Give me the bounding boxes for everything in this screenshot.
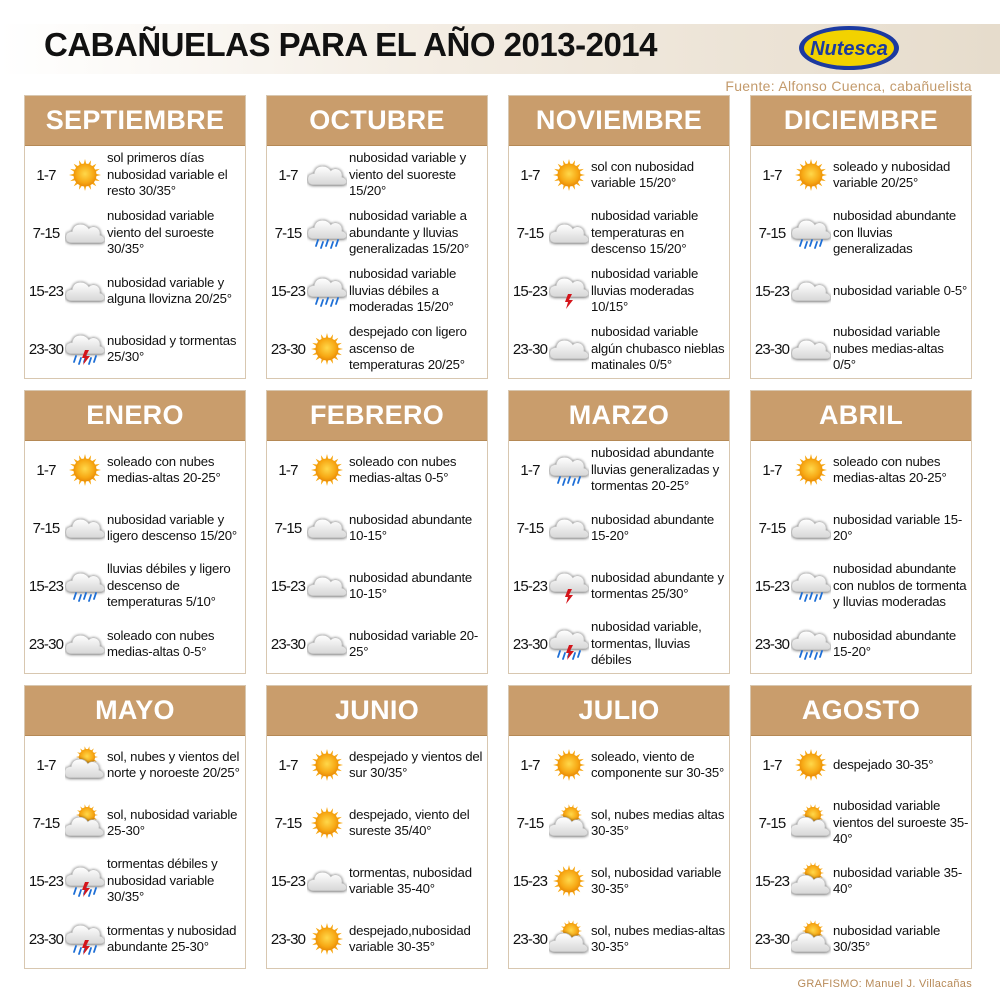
month-header: [267, 391, 487, 441]
forecast-text: nubosidad variable y alguna llovizna 20/25°: [107, 274, 232, 306]
forecast-text: nubosidad abundante 10-15°: [349, 569, 473, 601]
period-row: [509, 852, 729, 910]
period-label: 23-30: [512, 635, 548, 653]
forecast-text: lluvias débiles y ligero descenso de temperaturas 5/10°: [107, 561, 231, 610]
period-row: [267, 736, 487, 794]
forecast-text: soleado con nubes medias-altas 0-5°: [107, 627, 215, 659]
period-row: [25, 499, 245, 557]
month-card: [24, 685, 246, 969]
period-row: [751, 615, 971, 673]
period-label: 23-30: [28, 930, 64, 948]
sun-icon: [307, 329, 347, 369]
cloud-icon: [65, 624, 105, 664]
period-label: 23-30: [512, 930, 548, 948]
period-label: 7-15: [274, 814, 302, 832]
storm-rain-icon: [65, 329, 105, 369]
forecast-text: despejado,nubosidad variable 30-35°: [349, 922, 471, 954]
sun-icon: [307, 919, 347, 959]
month-header: [25, 686, 245, 736]
month-name: ENERO: [86, 400, 184, 430]
period-row: [267, 146, 487, 204]
month-header: [25, 391, 245, 441]
sun-icon: [549, 155, 589, 195]
month-name: AGOSTO: [801, 695, 921, 725]
forecast-text: tormentas y nubosidad abundante 25-30°: [107, 922, 237, 954]
period-row: [751, 794, 971, 852]
forecast-text: nubosidad abundante 15-20°: [833, 627, 957, 659]
period-list: [751, 441, 971, 673]
month-card: [508, 390, 730, 674]
period-label: 7-15: [758, 814, 786, 832]
period-row: [509, 320, 729, 378]
period-row: [267, 794, 487, 852]
sun-icon: [791, 745, 831, 785]
cloud-icon: [307, 508, 347, 548]
sun-cloud-icon: [791, 861, 831, 901]
forecast-text: nubosidad variable algún chubasco nieblas matinales 0/5°: [591, 324, 725, 373]
period-label: 15-23: [512, 282, 548, 300]
forecast-text: sol, nubes medias-altas 30-35°: [591, 922, 725, 954]
month-card: [750, 390, 972, 674]
month-card: [266, 95, 488, 379]
cloud-icon: [549, 213, 589, 253]
forecast-text: tormentas débiles y nubosidad variable 30/35°: [107, 856, 218, 905]
cloud-icon: [791, 271, 831, 311]
forecast-text: nubosidad abundante 10-15°: [349, 511, 473, 543]
storm-rain-icon: [549, 624, 589, 664]
period-row: [267, 499, 487, 557]
sun-icon: [791, 450, 831, 490]
month-name: MARZO: [568, 400, 670, 430]
sun-icon: [307, 450, 347, 490]
period-label: 15-23: [28, 872, 64, 890]
rain-icon: [549, 450, 589, 490]
rain-icon: [307, 271, 347, 311]
period-row: [267, 852, 487, 910]
period-row: [25, 794, 245, 852]
period-row: [509, 204, 729, 262]
month-card: [750, 95, 972, 379]
period-row: [25, 204, 245, 262]
period-label: 23-30: [270, 635, 306, 653]
period-row: [25, 615, 245, 673]
sun-icon: [549, 861, 589, 901]
period-row: [751, 146, 971, 204]
period-label: 1-7: [36, 166, 56, 184]
cloud-icon: [307, 566, 347, 606]
month-name: JULIO: [578, 695, 660, 725]
period-row: [25, 441, 245, 499]
period-label: 23-30: [270, 930, 306, 948]
period-row: [267, 320, 487, 378]
period-label: 1-7: [762, 461, 782, 479]
forecast-text: sol, nubes y vientos del norte y noroeste 20/25°: [107, 748, 240, 780]
period-row: [267, 557, 487, 615]
sun-icon: [791, 155, 831, 195]
period-label: 7-15: [758, 224, 786, 242]
period-list: [509, 146, 729, 378]
forecast-text: nubosidad variable, tormentas, lluvias débiles: [591, 619, 702, 668]
period-label: 7-15: [32, 224, 60, 242]
period-list: [509, 736, 729, 968]
month-header: [267, 686, 487, 736]
cloud-icon: [307, 861, 347, 901]
page-header: [0, 0, 1000, 94]
forecast-text: soleado con nubes medias-altas 20-25°: [833, 453, 947, 485]
period-row: [25, 262, 245, 320]
period-label: 23-30: [512, 340, 548, 358]
period-label: 7-15: [274, 519, 302, 537]
period-row: [25, 910, 245, 968]
period-row: [509, 910, 729, 968]
month-header: [267, 96, 487, 146]
forecast-text: despejado, viento del sureste 35/40°: [349, 806, 470, 838]
period-row: [509, 794, 729, 852]
period-label: 1-7: [762, 756, 782, 774]
period-row: [25, 320, 245, 378]
month-name: OCTUBRE: [309, 105, 445, 135]
month-header: [509, 391, 729, 441]
period-row: [267, 910, 487, 968]
sun-cloud-icon: [65, 745, 105, 785]
period-row: [267, 204, 487, 262]
month-name: SEPTIEMBRE: [45, 105, 225, 135]
period-label: 15-23: [754, 872, 790, 890]
period-row: [751, 499, 971, 557]
forecast-text: sol, nubosidad variable 25-30°: [107, 806, 238, 838]
month-name: FEBRERO: [309, 400, 445, 430]
period-list: [25, 736, 245, 968]
forecast-text: nubosidad variable y ligero descenso 15/20°: [107, 511, 237, 543]
forecast-text: nubosidad variable 30/35°: [833, 922, 941, 954]
period-label: 1-7: [762, 166, 782, 184]
period-label: 1-7: [278, 166, 298, 184]
period-row: [751, 557, 971, 615]
month-card: [508, 95, 730, 379]
period-label: 7-15: [516, 519, 544, 537]
period-row: [509, 146, 729, 204]
period-row: [751, 320, 971, 378]
period-row: [25, 557, 245, 615]
period-row: [751, 204, 971, 262]
month-card: [266, 685, 488, 969]
forecast-text: despejado 30-35°: [833, 756, 934, 772]
period-list: [267, 441, 487, 673]
month-card: [24, 95, 246, 379]
rain-icon: [65, 566, 105, 606]
sun-cloud-icon: [791, 919, 831, 959]
period-list: [751, 146, 971, 378]
period-row: [25, 146, 245, 204]
forecast-text: nubosidad abundante 15-20°: [591, 511, 715, 543]
period-list: [267, 736, 487, 968]
forecast-text: nubosidad variable 15-20°: [833, 511, 963, 543]
month-card: [24, 390, 246, 674]
forecast-text: nubosidad variable viento del suroeste 30/35°: [107, 208, 215, 257]
source-credit: Fuente: Alfonso Cuenca, cabañuelista: [725, 78, 972, 94]
period-label: 15-23: [754, 577, 790, 595]
period-row: [509, 499, 729, 557]
period-label: 15-23: [512, 872, 548, 890]
period-label: 7-15: [32, 814, 60, 832]
thunder-icon: [549, 271, 589, 311]
forecast-text: nubosidad variable temperaturas en descenso 15/20°: [591, 208, 699, 257]
sun-icon: [65, 155, 105, 195]
period-label: 1-7: [520, 461, 540, 479]
period-row: [509, 557, 729, 615]
forecast-text: soleado, viento de componente sur 30-35°: [591, 748, 725, 780]
period-label: 15-23: [512, 577, 548, 595]
period-label: 7-15: [758, 519, 786, 537]
period-row: [25, 736, 245, 794]
period-row: [509, 441, 729, 499]
forecast-text: nubosidad variable y viento del suoreste 15/20°: [349, 150, 466, 199]
logo-text: Nutesca: [810, 38, 888, 60]
period-row: [267, 262, 487, 320]
rain-icon: [307, 213, 347, 253]
month-header: [509, 96, 729, 146]
period-label: 1-7: [36, 756, 56, 774]
period-row: [509, 262, 729, 320]
period-row: [751, 262, 971, 320]
period-label: 15-23: [754, 282, 790, 300]
month-name: MAYO: [95, 695, 175, 725]
month-header: [751, 96, 971, 146]
month-name: DICIEMBRE: [783, 105, 939, 135]
period-row: [25, 852, 245, 910]
sun-icon: [65, 450, 105, 490]
rain-icon: [791, 624, 831, 664]
period-label: 23-30: [28, 635, 64, 653]
forecast-text: nubosidad variable 35-40°: [833, 864, 963, 896]
cloud-icon: [791, 329, 831, 369]
forecast-text: nubosidad abundante con lluvias generalizadas: [833, 208, 957, 257]
period-label: 15-23: [270, 872, 306, 890]
thunder-icon: [549, 566, 589, 606]
period-label: 1-7: [36, 461, 56, 479]
forecast-text: despejado y vientos del sur 30/35°: [349, 748, 483, 780]
period-list: [751, 736, 971, 968]
forecast-text: soleado con nubes medias-altas 20-25°: [107, 453, 221, 485]
rain-icon: [791, 213, 831, 253]
period-label: 15-23: [28, 577, 64, 595]
cloud-icon: [549, 329, 589, 369]
period-row: [751, 852, 971, 910]
period-label: 7-15: [274, 224, 302, 242]
period-label: 23-30: [754, 635, 790, 653]
forecast-text: despejado con ligero ascenso de temperaturas 20/25°: [349, 324, 467, 373]
month-name: ABRIL: [819, 400, 903, 430]
period-row: [267, 615, 487, 673]
month-header: [25, 96, 245, 146]
forecast-text: nubosidad abundante y tormentas 25/30°: [591, 569, 724, 601]
forecast-text: nubosidad y tormentas 25/30°: [107, 332, 237, 364]
period-list: [267, 146, 487, 378]
sun-cloud-icon: [65, 803, 105, 843]
period-list: [25, 441, 245, 673]
period-row: [751, 910, 971, 968]
month-name: JUNIO: [334, 695, 420, 725]
forecast-text: nubosidad variable lluvias moderadas 10/15°: [591, 266, 699, 315]
cloud-icon: [791, 508, 831, 548]
period-label: 23-30: [270, 340, 306, 358]
forecast-text: nubosidad abundante con nublos de tormenta y lluvias moderadas: [833, 561, 967, 610]
period-row: [509, 736, 729, 794]
nutesca-logo: [797, 24, 901, 72]
period-row: [751, 736, 971, 794]
period-list: [25, 146, 245, 378]
forecast-text: soleado y nubosidad variable 20/25°: [833, 158, 951, 190]
period-label: 15-23: [270, 282, 306, 300]
storm-rain-icon: [65, 919, 105, 959]
month-header: [751, 686, 971, 736]
forecast-text: nubosidad variable 0-5°: [833, 282, 968, 298]
period-list: [509, 441, 729, 673]
month-card: [508, 685, 730, 969]
period-label: 7-15: [516, 224, 544, 242]
period-row: [509, 615, 729, 673]
month-card: [750, 685, 972, 969]
period-label: 7-15: [516, 814, 544, 832]
forecast-text: soleado con nubes medias-altas 0-5°: [349, 453, 457, 485]
forecast-text: nubosidad variable a abundante y lluvias generalizadas 15/20°: [349, 208, 470, 257]
period-label: 1-7: [520, 756, 540, 774]
cloud-icon: [65, 271, 105, 311]
period-label: 23-30: [754, 930, 790, 948]
forecast-text: sol, nubes medias altas 30-35°: [591, 806, 725, 838]
cloud-icon: [549, 508, 589, 548]
month-name: NOVIEMBRE: [535, 105, 703, 135]
period-label: 15-23: [28, 282, 64, 300]
cloud-icon: [307, 155, 347, 195]
period-label: 1-7: [278, 461, 298, 479]
sun-icon: [307, 745, 347, 785]
period-row: [267, 441, 487, 499]
forecast-text: nubosidad variable nubes medias-altas 0/5°: [833, 324, 944, 373]
forecast-text: sol con nubosidad variable 15/20°: [591, 158, 694, 190]
period-row: [751, 441, 971, 499]
months-grid: [24, 95, 974, 979]
forecast-text: nubosidad variable lluvias débiles a moderadas 15/20°: [349, 266, 457, 315]
sun-icon: [307, 803, 347, 843]
period-label: 15-23: [270, 577, 306, 595]
forecast-text: nubosidad abundante lluvias generalizadas y tormentas 20-25°: [591, 445, 720, 494]
sun-cloud-icon: [791, 803, 831, 843]
rain-icon: [791, 566, 831, 606]
forecast-text: nubosidad variable vientos del suroeste 35-40°: [833, 798, 969, 847]
graphics-credit: GRAFISMO: Manuel J. Villacañas: [797, 978, 972, 990]
sun-icon: [549, 745, 589, 785]
period-label: 1-7: [520, 166, 540, 184]
period-label: 1-7: [278, 756, 298, 774]
month-header: [751, 391, 971, 441]
forecast-text: nubosidad variable 20-25°: [349, 627, 479, 659]
month-header: [509, 686, 729, 736]
sun-cloud-icon: [549, 919, 589, 959]
cloud-icon: [65, 213, 105, 253]
period-label: 7-15: [32, 519, 60, 537]
cloud-icon: [307, 624, 347, 664]
page-title: CABAÑUELAS PARA EL AÑO 2013-2014: [44, 26, 657, 63]
period-label: 23-30: [754, 340, 790, 358]
cloud-icon: [65, 508, 105, 548]
month-card: [266, 390, 488, 674]
period-label: 23-30: [28, 340, 64, 358]
forecast-text: tormentas, nubosidad variable 35-40°: [349, 864, 472, 896]
forecast-text: sol primeros días nubosidad variable el resto 30/35°: [107, 150, 228, 199]
forecast-text: sol, nubosidad variable 30-35°: [591, 864, 722, 896]
sun-cloud-icon: [549, 803, 589, 843]
storm-rain-icon: [65, 861, 105, 901]
